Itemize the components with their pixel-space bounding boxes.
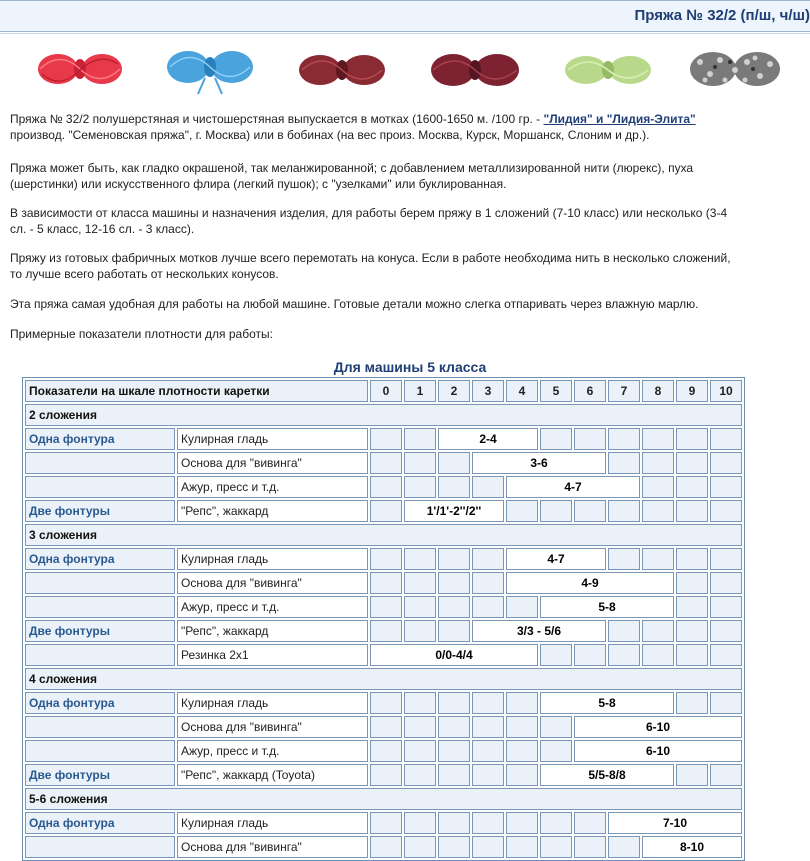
scale-cell bbox=[710, 548, 742, 570]
scale-cell bbox=[472, 572, 504, 594]
scale-cell bbox=[370, 740, 402, 762]
operation-cell: Кулирная гладь bbox=[177, 428, 368, 450]
scale-header-cell: 8 bbox=[642, 380, 674, 402]
scale-cell bbox=[608, 428, 640, 450]
scale-cell bbox=[676, 692, 708, 714]
scale-cell bbox=[574, 500, 606, 522]
table-row bbox=[25, 692, 742, 714]
fontura-cell: Две фонтуры bbox=[25, 500, 175, 522]
table-row bbox=[25, 596, 742, 618]
scale-header-cell: 1 bbox=[404, 380, 436, 402]
scale-cell bbox=[404, 764, 436, 786]
group-label: 4 сложения bbox=[25, 668, 742, 690]
scale-header-cell: 3 bbox=[472, 380, 504, 402]
scale-cell bbox=[506, 836, 538, 858]
scale-cell bbox=[438, 476, 470, 498]
group-label: 3 сложения bbox=[25, 524, 742, 546]
scale-cell bbox=[710, 500, 742, 522]
scale-cell bbox=[676, 644, 708, 666]
scale-cell bbox=[574, 428, 606, 450]
group-row bbox=[25, 668, 742, 690]
density-range-cell: 1'/1'-2''/2'' bbox=[404, 500, 504, 522]
scale-cell bbox=[472, 740, 504, 762]
scale-cell bbox=[472, 548, 504, 570]
scale-cell bbox=[676, 620, 708, 642]
scale-cell bbox=[642, 548, 674, 570]
scale-cell bbox=[438, 596, 470, 618]
intro-paragraph-2 bbox=[10, 161, 810, 192]
fontura-cell bbox=[25, 572, 175, 594]
operation-cell: Кулирная гладь bbox=[177, 548, 368, 570]
group-row bbox=[25, 404, 742, 426]
scale-cell bbox=[540, 644, 572, 666]
operation-cell: Кулирная гладь bbox=[177, 692, 368, 714]
scale-cell bbox=[710, 764, 742, 786]
title-bar bbox=[0, 0, 810, 32]
table-row bbox=[25, 476, 742, 498]
scale-header-cell: 7 bbox=[608, 380, 640, 402]
scale-cell bbox=[472, 692, 504, 714]
intro-text: Пряжу из готовых фабричных мотков лучше всего перемотать на конуса. Если в работе необходима нить в несколько сложений, bbox=[10, 251, 731, 265]
scale-cell bbox=[608, 620, 640, 642]
group-label: 5-6 сложения bbox=[25, 788, 742, 810]
operation-cell: "Репс", жаккард (Toyota) bbox=[177, 764, 368, 786]
fontura-cell: Одна фонтура bbox=[25, 692, 175, 714]
scale-header-cell: 9 bbox=[676, 380, 708, 402]
scale-cell bbox=[710, 428, 742, 450]
table-row bbox=[25, 740, 742, 762]
density-range-cell: 7-10 bbox=[608, 812, 742, 834]
page-title: Пряжа № 32/2 (п/ш, ч/ш) bbox=[634, 7, 810, 24]
fontura-cell: Одна фонтура bbox=[25, 428, 175, 450]
gray-boucle-yarn-skein-icon bbox=[685, 40, 785, 98]
scale-cell bbox=[506, 764, 538, 786]
density-range-cell: 2-4 bbox=[438, 428, 538, 450]
scale-cell bbox=[370, 692, 402, 714]
scale-cell bbox=[370, 836, 402, 858]
fontura-cell bbox=[25, 644, 175, 666]
scale-cell bbox=[506, 692, 538, 714]
density-range-cell: 6-10 bbox=[574, 740, 742, 762]
intro-text: сл. - 5 класс, 12-16 сл. - 3 класс). bbox=[10, 221, 195, 236]
intro-text: то лучше всего работать от нескольких конусов. bbox=[10, 266, 279, 281]
density-range-cell: 0/0-4/4 bbox=[370, 644, 538, 666]
burgundy-yarn-skein-icon bbox=[425, 40, 525, 98]
intro-paragraph-5 bbox=[10, 297, 810, 313]
scale-cell bbox=[676, 428, 708, 450]
burgundy-yarn-skein-icon bbox=[292, 40, 392, 98]
scale-cell bbox=[676, 452, 708, 474]
scale-cell bbox=[608, 548, 640, 570]
scale-cell bbox=[540, 716, 572, 738]
scale-cell bbox=[710, 692, 742, 714]
group-row bbox=[25, 524, 742, 546]
scale-cell bbox=[472, 812, 504, 834]
operation-cell: Кулирная гладь bbox=[177, 812, 368, 834]
operation-cell: Основа для "вивинга" bbox=[177, 572, 368, 594]
density-range-cell: 5-8 bbox=[540, 692, 674, 714]
scale-header-cell: 6 bbox=[574, 380, 606, 402]
red-yarn-skein-icon bbox=[30, 40, 130, 98]
scale-cell bbox=[642, 644, 674, 666]
scale-cell bbox=[404, 452, 436, 474]
density-range-cell: 5/5-8/8 bbox=[540, 764, 674, 786]
density-table-body bbox=[25, 380, 742, 858]
operation-cell: "Репс", жаккард bbox=[177, 500, 368, 522]
fontura-cell: Две фонтуры bbox=[25, 620, 175, 642]
scale-cell bbox=[404, 428, 436, 450]
operation-cell: Основа для "вивинга" bbox=[177, 716, 368, 738]
scale-cell bbox=[370, 620, 402, 642]
scale-cell bbox=[506, 500, 538, 522]
scale-cell bbox=[540, 812, 572, 834]
scale-cell bbox=[404, 836, 436, 858]
operation-cell: Резинка 2х1 bbox=[177, 644, 368, 666]
fontura-cell: Две фонтуры bbox=[25, 764, 175, 786]
scale-cell bbox=[642, 476, 674, 498]
scale-header-cell: 5 bbox=[540, 380, 572, 402]
divider bbox=[0, 33, 810, 34]
table-row bbox=[25, 620, 742, 642]
scale-cell bbox=[404, 692, 436, 714]
table-row bbox=[25, 572, 742, 594]
scale-cell bbox=[540, 740, 572, 762]
scale-cell bbox=[404, 740, 436, 762]
operation-cell: Ажур, пресс и т.д. bbox=[177, 596, 368, 618]
green-yarn-skein-icon bbox=[558, 40, 658, 98]
scale-cell bbox=[370, 500, 402, 522]
scale-cell bbox=[642, 500, 674, 522]
scale-cell bbox=[676, 548, 708, 570]
intro-text: Пряжа № 32/2 полушерстяная и чистошерстяная выпускается в мотках (1600-1650 м. /100 гр. - bbox=[10, 112, 544, 126]
header-label: Показатели на шкале плотности каретки bbox=[25, 380, 368, 402]
group-label: 2 сложения bbox=[25, 404, 742, 426]
fontura-cell bbox=[25, 452, 175, 474]
scale-cell bbox=[438, 836, 470, 858]
operation-cell: Ажур, пресс и т.д. bbox=[177, 740, 368, 762]
scale-cell bbox=[540, 836, 572, 858]
scale-cell bbox=[642, 428, 674, 450]
scale-cell bbox=[710, 452, 742, 474]
scale-cell bbox=[438, 548, 470, 570]
scale-cell bbox=[404, 596, 436, 618]
scale-cell bbox=[438, 452, 470, 474]
scale-cell bbox=[370, 572, 402, 594]
scale-header-cell: 4 bbox=[506, 380, 538, 402]
scale-cell bbox=[438, 812, 470, 834]
intro-text: (шерстинки) или искусственного флира (легкий пушок); с "узелками" или буклированная. bbox=[10, 176, 507, 191]
scale-cell bbox=[676, 572, 708, 594]
fontura-cell: Одна фонтура bbox=[25, 812, 175, 834]
scale-cell bbox=[574, 812, 606, 834]
operation-cell: Ажур, пресс и т.д. bbox=[177, 476, 368, 498]
density-range-cell: 4-7 bbox=[506, 548, 606, 570]
scale-header-cell: 10 bbox=[710, 380, 742, 402]
scale-cell bbox=[404, 716, 436, 738]
fontura-cell bbox=[25, 740, 175, 762]
intro-text: Эта пряжа самая удобная для работы на любой машине. Готовые детали можно слегка отпаривать через влажную марлю. bbox=[10, 297, 699, 311]
group-row bbox=[25, 788, 742, 810]
fontura-cell: Одна фонтура bbox=[25, 548, 175, 570]
intro-paragraph-3 bbox=[10, 206, 810, 237]
lidiya-link[interactable]: "Лидия" и "Лидия-Элита" bbox=[543, 112, 696, 126]
scale-cell bbox=[676, 476, 708, 498]
scale-cell bbox=[710, 476, 742, 498]
scale-cell bbox=[608, 836, 640, 858]
scale-header-cell: 2 bbox=[438, 380, 470, 402]
scale-cell bbox=[438, 572, 470, 594]
scale-cell bbox=[574, 836, 606, 858]
scale-cell bbox=[370, 812, 402, 834]
table-row bbox=[25, 716, 742, 738]
scale-cell bbox=[472, 596, 504, 618]
scale-cell bbox=[370, 548, 402, 570]
scale-cell bbox=[540, 428, 572, 450]
scale-cell bbox=[404, 476, 436, 498]
scale-cell bbox=[472, 476, 504, 498]
table-row bbox=[25, 812, 742, 834]
scale-cell bbox=[404, 620, 436, 642]
intro-text: Примерные показатели плотности для работы: bbox=[10, 327, 273, 341]
density-range-cell: 4-7 bbox=[506, 476, 640, 498]
density-range-cell: 3/3 - 5/6 bbox=[472, 620, 606, 642]
intro-paragraph-1 bbox=[10, 112, 810, 143]
fontura-cell bbox=[25, 836, 175, 858]
scale-cell bbox=[472, 836, 504, 858]
scale-cell bbox=[404, 572, 436, 594]
density-range-cell: 8-10 bbox=[642, 836, 742, 858]
density-range-cell: 4-9 bbox=[506, 572, 674, 594]
scale-cell bbox=[404, 548, 436, 570]
scale-cell bbox=[710, 572, 742, 594]
scale-cell bbox=[404, 812, 436, 834]
table-row bbox=[25, 764, 742, 786]
table-row bbox=[25, 644, 742, 666]
scale-cell bbox=[438, 740, 470, 762]
scale-cell bbox=[472, 764, 504, 786]
scale-cell bbox=[710, 596, 742, 618]
scale-cell bbox=[438, 620, 470, 642]
scale-cell bbox=[676, 764, 708, 786]
scale-cell bbox=[438, 716, 470, 738]
scale-cell bbox=[608, 500, 640, 522]
yarn-images-row bbox=[0, 40, 810, 98]
intro-paragraph-6 bbox=[10, 327, 810, 343]
density-range-cell: 5-8 bbox=[540, 596, 674, 618]
intro-text: Пряжа может быть, как гладко окрашеной, так меланжированной; с добавлением металлизированной нити (люрекс), пуха bbox=[10, 161, 694, 175]
table-header-row bbox=[25, 380, 742, 402]
table-title: Для машины 5 класса bbox=[333, 359, 487, 375]
intro-text: производ. "Семеновская пряжа", г. Москва) или в бобинах (на вес произ. Москва, Курск, Моршанск, Слоним и др.). bbox=[10, 127, 650, 142]
scale-cell bbox=[506, 716, 538, 738]
operation-cell: Основа для "вивинга" bbox=[177, 836, 368, 858]
scale-cell bbox=[370, 716, 402, 738]
scale-cell bbox=[472, 716, 504, 738]
table-row bbox=[25, 836, 742, 858]
scale-cell bbox=[608, 452, 640, 474]
scale-cell bbox=[438, 692, 470, 714]
fontura-cell bbox=[25, 596, 175, 618]
scale-cell bbox=[370, 596, 402, 618]
scale-cell bbox=[438, 764, 470, 786]
operation-cell: Основа для "вивинга" bbox=[177, 452, 368, 474]
table-row bbox=[25, 500, 742, 522]
intro-text: В зависимости от класса машины и назначения изделия, для работы берем пряжу в 1 сложений (7-10 класс) или несколько (3-4 bbox=[10, 206, 728, 220]
scale-cell bbox=[676, 500, 708, 522]
scale-cell bbox=[506, 812, 538, 834]
fontura-cell bbox=[25, 476, 175, 498]
scale-cell bbox=[370, 452, 402, 474]
scale-cell bbox=[506, 596, 538, 618]
scale-cell bbox=[540, 500, 572, 522]
scale-cell bbox=[710, 620, 742, 642]
scale-cell bbox=[676, 596, 708, 618]
fontura-cell bbox=[25, 716, 175, 738]
scale-cell bbox=[506, 740, 538, 762]
table-row bbox=[25, 548, 742, 570]
intro-paragraph-4 bbox=[10, 251, 810, 282]
density-range-cell: 3-6 bbox=[472, 452, 606, 474]
scale-cell bbox=[574, 644, 606, 666]
scale-header-cell: 0 bbox=[370, 380, 402, 402]
scale-cell bbox=[370, 476, 402, 498]
scale-cell bbox=[370, 764, 402, 786]
scale-cell bbox=[642, 620, 674, 642]
table-row bbox=[25, 428, 742, 450]
density-range-cell: 6-10 bbox=[574, 716, 742, 738]
blue-yarn-skein-icon bbox=[160, 40, 260, 98]
operation-cell: "Репс", жаккард bbox=[177, 620, 368, 642]
scale-cell bbox=[370, 428, 402, 450]
density-table bbox=[22, 377, 745, 861]
scale-cell bbox=[642, 452, 674, 474]
table-row bbox=[25, 452, 742, 474]
scale-cell bbox=[608, 644, 640, 666]
scale-cell bbox=[710, 644, 742, 666]
